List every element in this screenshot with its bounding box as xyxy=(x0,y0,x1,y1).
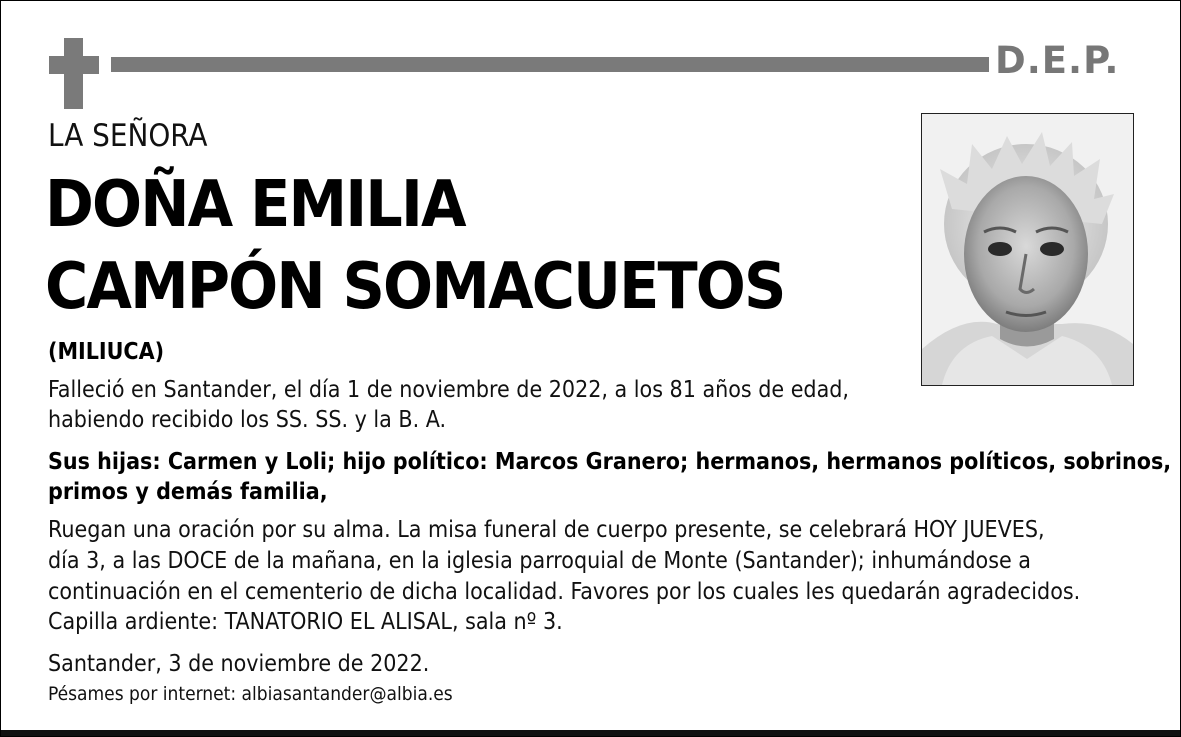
dep-label: D.E.P. xyxy=(995,39,1120,82)
deceased-nickname: (MILIUCA) xyxy=(48,339,165,365)
death-info-line2: habiendo recibido los SS. SS. y la B. A. xyxy=(48,407,447,433)
death-info-line1: Falleció en Santander, el día 1 de noviembre de 2022, a los 81 años de edad, xyxy=(48,377,849,403)
deceased-photo xyxy=(921,113,1134,386)
honorific-title: LA SEÑORA xyxy=(48,118,208,154)
service-line3: continuación en el cementerio de dicha localidad. Favores por los cuales les quedarán agradecidos. xyxy=(48,579,1081,605)
service-line2: día 3, a las DOCE de la mañana, en la iglesia parroquial de Monte (Santander); inhumándose a xyxy=(48,548,1031,574)
family-line2: primos y demás familia, xyxy=(48,479,328,505)
service-line4: Capilla ardiente: TANATORIO EL ALISAL, sala nº 3. xyxy=(48,609,563,635)
deceased-name-line2: CAMPÓN SOMACUETOS xyxy=(45,250,785,324)
family-line1: Sus hijas: Carmen y Loli; hijo político: Marcos Granero; hermanos, hermanos políticos, sobrinos, xyxy=(48,449,1172,475)
condolences-line: Pésames por internet: albiasantander@albia.es xyxy=(48,683,453,705)
cross-icon-bar xyxy=(49,56,99,74)
deceased-name-line1: DOÑA EMILIA xyxy=(45,168,465,242)
bottom-border xyxy=(1,730,1180,736)
header-rule xyxy=(111,57,989,72)
date-line: Santander, 3 de noviembre de 2022. xyxy=(48,651,430,677)
service-line1: Ruegan una oración por su alma. La misa funeral de cuerpo presente, se celebrará HOY JUEVES, xyxy=(48,517,1045,543)
portrait-image xyxy=(922,114,1133,385)
